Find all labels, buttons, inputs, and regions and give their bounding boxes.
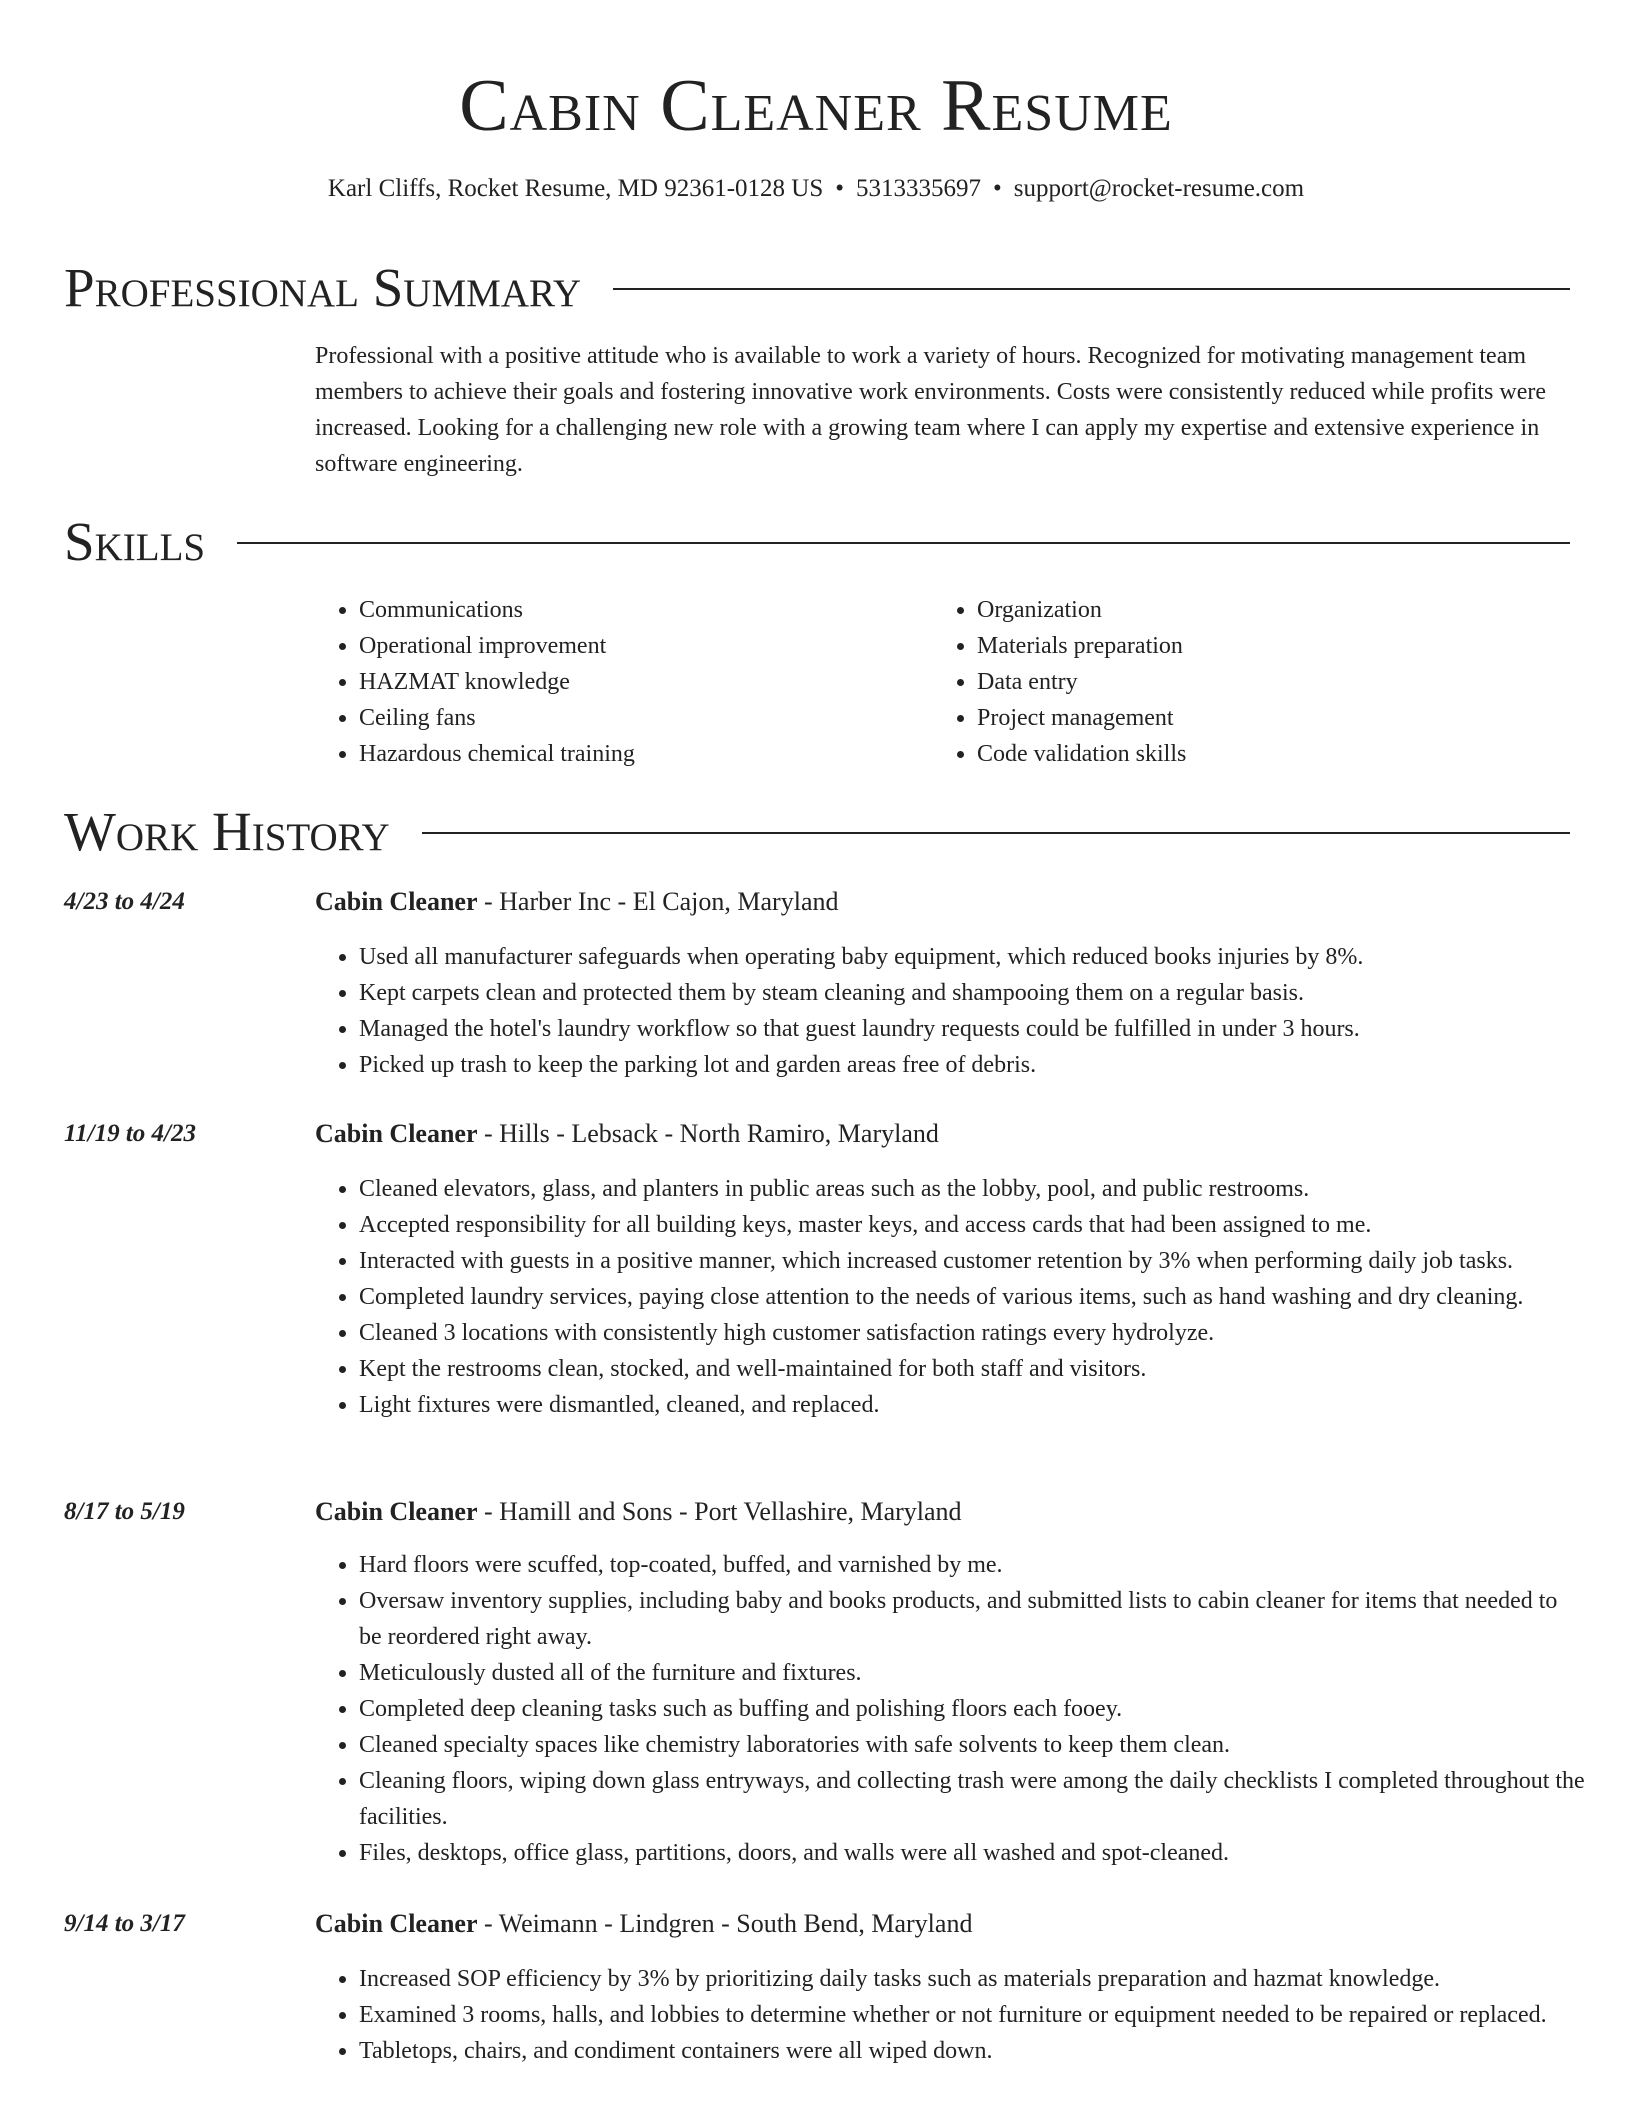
contact-email: support@rocket-resume.com [1013,175,1305,202]
job-bullet: • Accepted responsibility for all building keys, master keys, and access cards that had been assigned to me. [359,1207,1585,1243]
job-bullet: • Kept carpets clean and protected them by steam cleaning and shampooing them on a regular basis. [359,975,1585,1011]
skills-column-right [933,592,1551,772]
work-history-heading: Work History [64,801,390,862]
job-bullet-list [315,939,1585,1083]
job-bullet: • Kept the restrooms clean, stocked, and well-maintained for both staff and visitors. [359,1351,1585,1387]
job-bullet: • Examined 3 rooms, halls, and lobbies to determine whether or not furniture or equipment needed to be repaired or replaced. [359,1997,1585,2033]
section-divider [613,288,1570,290]
job-employer: - Harber Inc - El Cajon, Maryland [477,887,839,916]
job-bullet: • Tabletops, chairs, and condiment containers were all wiped down. [359,2033,1585,2069]
job-bullet: • Cleaned elevators, glass, and planters in public areas such as the lobby, pool, and public restrooms. [359,1171,1585,1207]
job-bullet-list [315,1171,1585,1423]
skills-section-header [64,510,1570,574]
job-role: Cabin Cleaner [315,1497,478,1526]
job-bullet: • Hard floors were scuffed, top-coated, buffed, and varnished by me. [359,1547,1585,1583]
job-role: Cabin Cleaner [315,1119,478,1148]
skill-item: • Data entry [977,664,1551,700]
job-role: Cabin Cleaner [315,1909,478,1938]
contact-separator: • [993,175,1002,202]
job-bullet: • Used all manufacturer safeguards when operating baby equipment, which reduced books injuries by 8%. [359,939,1585,975]
skill-item: • Hazardous chemical training [359,736,933,772]
skill-item: • HAZMAT knowledge [359,664,933,700]
job-bullet: • Cleaning floors, wiping down glass entryways, and collecting trash were among the daily checklists I completed throughout the facilities. [359,1763,1585,1835]
summary-text: Professional with a positive attitude who is available to work a variety of hours. Recognized for motivating management team members to achieve their goals and fostering innovative work environments. Costs were consistently reduced while profits were increased. Looking for a challenging new role with a growing team where I can apply my expertise and extensive experience in software engineering. [315,343,1546,477]
job-bullet: • Increased SOP efficiency by 3% by prioritizing daily tasks such as materials preparation and hazmat knowledge. [359,1961,1585,1997]
job-dates: 9/14 to 3/17 [64,1910,185,1937]
section-divider [237,542,1570,544]
job-bullet: • Completed laundry services, paying close attention to the needs of various items, such as hand washing and dry cleaning. [359,1279,1585,1315]
skills-column-left [315,592,933,772]
contact-address: Karl Cliffs, Rocket Resume, MD 92361-0128 US [327,175,824,202]
job-bullet: • Cleaned 3 locations with consistently high customer satisfaction ratings every hydrolyze. [359,1315,1585,1351]
job-dates: 4/23 to 4/24 [64,888,185,915]
job-bullet: • Light fixtures were dismantled, cleaned, and replaced. [359,1387,1585,1423]
job-bullet: • Completed deep cleaning tasks such as buffing and polishing floors each fooey. [359,1691,1585,1727]
section-divider [422,832,1570,834]
contact-phone: 5313335697 [856,175,982,202]
job-employer: - Hills - Lebsack - North Ramiro, Maryland [477,1119,939,1148]
job-employer: - Weimann - Lindgren - South Bend, Maryland [477,1909,973,1938]
job-heading [315,1494,962,1530]
job-heading [315,1116,939,1152]
skill-item: • Organization [977,592,1551,628]
skill-item: • Communications [359,592,933,628]
job-bullet-list [315,1547,1585,1871]
job-heading [315,1906,972,1942]
job-bullet-list [315,1961,1585,2069]
job-dates: 11/19 to 4/23 [64,1120,196,1147]
skill-item: • Operational improvement [359,628,933,664]
job-role: Cabin Cleaner [315,887,478,916]
summary-section-header [64,256,1570,320]
job-bullet: • Cleaned specialty spaces like chemistry laboratories with safe solvents to keep them clean. [359,1727,1585,1763]
contact-separator: • [835,175,845,202]
skill-item: • Ceiling fans [359,700,933,736]
job-bullet: • Meticulously dusted all of the furniture and fixtures. [359,1655,1585,1691]
resume-title: Cabin Cleaner Resume [459,65,1173,147]
job-bullet: • Files, desktops, office glass, partitions, doors, and walls were all washed and spot-cleaned. [359,1835,1585,1871]
skills-heading: Skills [64,511,206,572]
job-bullet: • Oversaw inventory supplies, including baby and books products, and submitted lists to cabin cleaner for items that needed to be reordered right away. [359,1583,1585,1655]
skill-item: • Materials preparation [977,628,1551,664]
job-bullet: • Picked up trash to keep the parking lot and garden areas free of debris. [359,1047,1585,1083]
work-history-section-header [64,800,1570,864]
job-bullet: • Interacted with guests in a positive manner, which increased customer retention by 3% when performing daily job tasks. [359,1243,1585,1279]
skill-item: • Code validation skills [977,736,1551,772]
job-dates: 8/17 to 5/19 [64,1498,185,1525]
contact-line [0,172,1632,206]
skill-item: • Project management [977,700,1551,736]
summary-heading: Professional Summary [64,257,582,318]
skills-list [315,592,1555,772]
job-heading [315,884,838,920]
job-employer: - Hamill and Sons - Port Vellashire, Maryland [477,1497,962,1526]
job-bullet: • Managed the hotel's laundry workflow so that guest laundry requests could be fulfilled in under 3 hours. [359,1011,1585,1047]
